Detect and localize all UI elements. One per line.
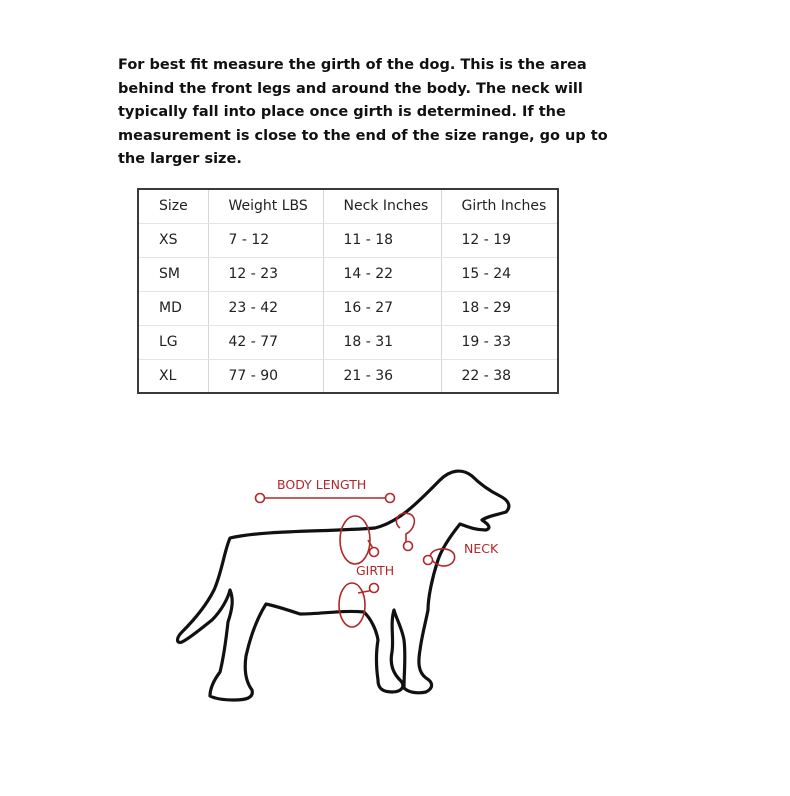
neck-label: NECK <box>464 541 499 556</box>
table-row <box>138 291 558 325</box>
cell-neck: 16 - 27 <box>323 291 441 325</box>
dog-measurement-diagram <box>170 460 530 720</box>
girth-lower-marker <box>370 584 379 593</box>
cell-size: XL <box>138 359 208 393</box>
header-size: Size <box>138 189 208 223</box>
cell-girth: 12 - 19 <box>441 223 558 257</box>
cell-girth: 19 - 33 <box>441 325 558 359</box>
body-length-label: BODY LENGTH <box>277 477 367 492</box>
table-row <box>138 359 558 393</box>
header-weight: Weight LBS <box>208 189 323 223</box>
cell-weight: 42 - 77 <box>208 325 323 359</box>
cell-weight: 12 - 23 <box>208 257 323 291</box>
neck-upper-marker <box>404 542 413 551</box>
cell-size: MD <box>138 291 208 325</box>
cell-weight: 77 - 90 <box>208 359 323 393</box>
cell-size: XS <box>138 223 208 257</box>
cell-weight: 7 - 12 <box>208 223 323 257</box>
cell-neck: 21 - 36 <box>323 359 441 393</box>
body-length-end-marker <box>386 494 395 503</box>
header-neck: Neck Inches <box>323 189 441 223</box>
cell-neck: 11 - 18 <box>323 223 441 257</box>
fit-instructions: For best fit measure the girth of the dog. This is the area behind the front legs and around the body. The neck will typically fall into place once girth is determined. If the measurement is close to the end of the size range, go up to the larger size. <box>118 57 608 167</box>
girth-label: GIRTH <box>356 563 395 578</box>
cell-girth: 22 - 38 <box>461 367 512 384</box>
girth-upper-marker <box>370 548 379 557</box>
cell-girth: 15 - 24 <box>441 257 558 291</box>
table-row <box>138 325 558 359</box>
table-row <box>138 257 558 291</box>
size-chart-table <box>137 188 559 394</box>
cell-size: SM <box>138 257 208 291</box>
table-row <box>138 223 558 257</box>
neck-lower-marker <box>424 556 433 565</box>
table-header-row <box>138 189 558 223</box>
cell-neck: 14 - 22 <box>323 257 441 291</box>
cell-weight: 23 - 42 <box>208 291 323 325</box>
cell-neck: 18 - 31 <box>323 325 441 359</box>
cell-size: LG <box>138 325 208 359</box>
cell-girth: 18 - 29 <box>441 291 558 325</box>
body-length-start-marker <box>256 494 265 503</box>
dog-silhouette <box>178 471 509 700</box>
header-girth: Girth Inches <box>441 189 558 223</box>
